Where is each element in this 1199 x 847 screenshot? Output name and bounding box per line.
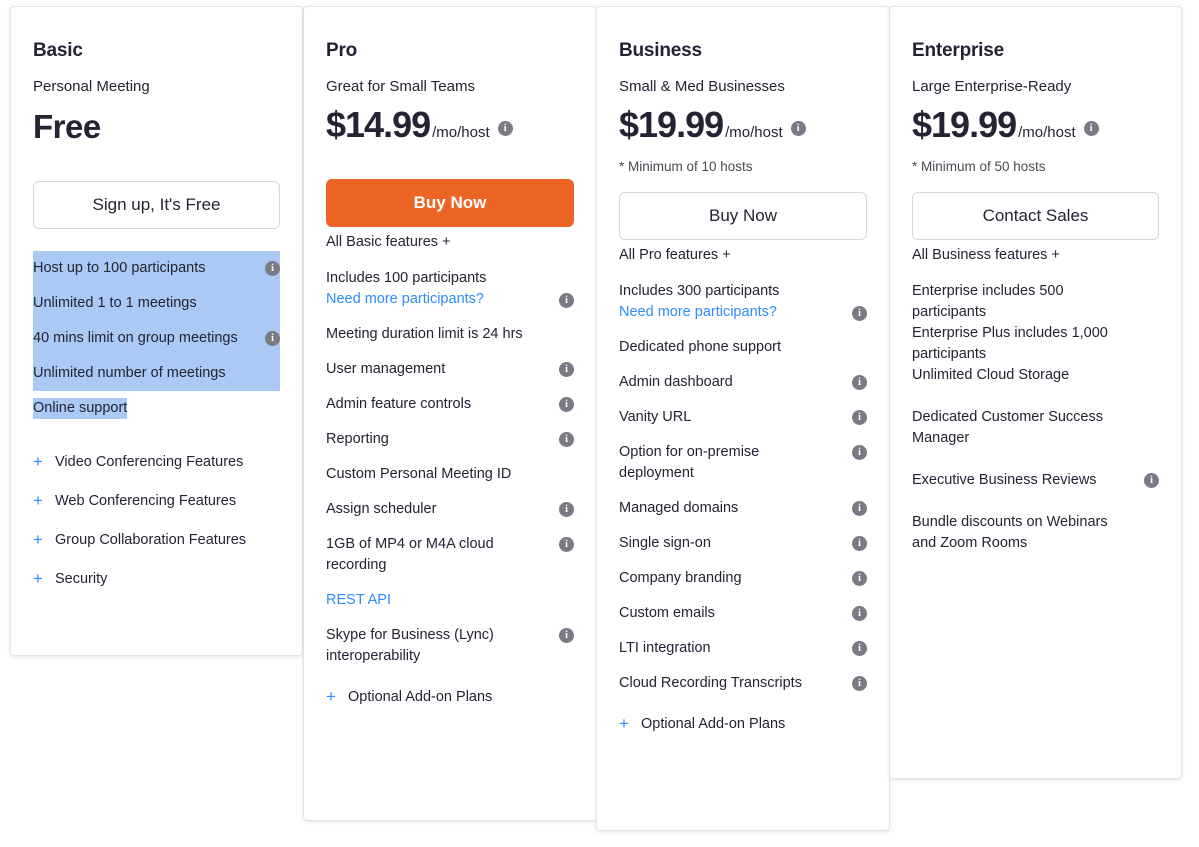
feature-item bbox=[912, 498, 1159, 561]
feature-item bbox=[619, 631, 867, 666]
feature-label bbox=[326, 268, 486, 310]
info-icon[interactable]: i bbox=[559, 502, 574, 517]
feature-item bbox=[619, 435, 867, 491]
plus-icon: + bbox=[619, 714, 629, 734]
info-icon[interactable]: i bbox=[852, 536, 867, 551]
feature-text: Includes 100 participants bbox=[326, 270, 487, 286]
feature-item bbox=[33, 321, 280, 356]
feature-label bbox=[619, 281, 779, 323]
plan-name: Business bbox=[619, 40, 702, 61]
feature-item bbox=[326, 422, 574, 457]
feature-label: Host up to 100 participants bbox=[33, 260, 206, 277]
feature-label: Cloud Recording Transcripts bbox=[619, 675, 802, 692]
expander-security[interactable] bbox=[33, 559, 280, 598]
feature-label: Admin dashboard bbox=[619, 374, 733, 391]
plan-card-business bbox=[596, 6, 890, 831]
feature-item bbox=[619, 666, 867, 701]
feature-label: Online support bbox=[33, 398, 127, 419]
feature-item bbox=[619, 491, 867, 526]
plan-card-basic bbox=[10, 6, 303, 656]
price-row bbox=[326, 105, 574, 149]
feature-group-label: All Pro features + bbox=[619, 247, 731, 263]
feature-label: Skype for Business (Lync) interoperability bbox=[326, 627, 494, 665]
plus-icon: + bbox=[33, 491, 43, 511]
plus-icon: + bbox=[33, 452, 43, 472]
info-icon[interactable]: i bbox=[498, 121, 513, 136]
feature-item bbox=[326, 527, 574, 583]
feature-list bbox=[33, 251, 280, 426]
addon-label: Optional Add-on Plans bbox=[348, 688, 493, 705]
feature-label: Reporting bbox=[326, 431, 389, 448]
feature-item bbox=[912, 365, 1159, 393]
feature-label: Bundle discounts on Webinars and Zoom Rooms bbox=[912, 514, 1108, 552]
feature-item bbox=[619, 330, 867, 365]
info-icon[interactable]: i bbox=[559, 628, 574, 643]
feature-list bbox=[326, 261, 574, 674]
price-unit: /mo/host bbox=[725, 124, 783, 141]
cta-wrapper bbox=[33, 181, 280, 229]
feature-label: Admin feature controls bbox=[326, 396, 472, 413]
feature-label: Enterprise includes 500 participants bbox=[912, 283, 1064, 321]
feature-text: Includes 300 participants bbox=[619, 283, 780, 299]
expander-group-collaboration-features[interactable] bbox=[33, 520, 280, 559]
cta-wrapper bbox=[326, 179, 574, 227]
buy-now-button[interactable]: Buy Now bbox=[326, 179, 574, 227]
expander-label: Web Conferencing Features bbox=[55, 492, 237, 509]
info-icon[interactable]: i bbox=[852, 445, 867, 460]
feature-label: Vanity URL bbox=[619, 409, 692, 426]
feature-label: Dedicated phone support bbox=[619, 339, 782, 356]
info-icon[interactable]: i bbox=[852, 641, 867, 656]
feature-item bbox=[912, 456, 1159, 498]
info-icon[interactable]: i bbox=[265, 261, 280, 276]
info-icon[interactable]: i bbox=[852, 375, 867, 390]
feature-label: LTI integration bbox=[619, 640, 711, 657]
feature-item bbox=[619, 365, 867, 400]
feature-group-label: All Basic features + bbox=[326, 234, 451, 250]
feature-label: Unlimited number of meetings bbox=[33, 365, 226, 382]
plus-icon: + bbox=[326, 687, 336, 707]
buy-now-button[interactable]: Buy Now bbox=[619, 192, 867, 240]
rest-api-link[interactable]: REST API bbox=[326, 592, 392, 609]
feature-label: Managed domains bbox=[619, 500, 739, 517]
info-icon[interactable]: i bbox=[852, 501, 867, 516]
info-icon[interactable]: i bbox=[1144, 473, 1159, 488]
info-icon[interactable]: i bbox=[559, 537, 574, 552]
info-icon[interactable]: i bbox=[559, 432, 574, 447]
expander-video-conferencing-features[interactable] bbox=[33, 442, 280, 481]
addon-label: Optional Add-on Plans bbox=[641, 715, 786, 732]
plan-price: Free bbox=[33, 108, 101, 145]
info-icon[interactable]: i bbox=[852, 606, 867, 621]
info-icon[interactable]: i bbox=[559, 397, 574, 412]
price-unit: /mo/host bbox=[1018, 124, 1076, 141]
feature-item bbox=[326, 261, 574, 317]
expander-label: Security bbox=[55, 570, 108, 587]
feature-item bbox=[326, 583, 574, 618]
feature-label: Meeting duration limit is 24 hrs bbox=[326, 326, 523, 343]
info-icon[interactable]: i bbox=[791, 121, 806, 136]
feature-item bbox=[326, 352, 574, 387]
feature-item bbox=[33, 356, 280, 391]
plan-tagline: Personal Meeting bbox=[33, 78, 150, 95]
info-icon[interactable]: i bbox=[559, 362, 574, 377]
price-row bbox=[912, 105, 1159, 149]
price-row bbox=[619, 105, 867, 149]
feature-item bbox=[326, 492, 574, 527]
addon-expander[interactable] bbox=[326, 688, 574, 705]
feature-label: Enterprise Plus includes 1,000 participants bbox=[912, 325, 1108, 363]
expander-label: Video Conferencing Features bbox=[55, 453, 244, 470]
feature-item bbox=[619, 596, 867, 631]
plan-name: Pro bbox=[326, 40, 358, 61]
feature-list bbox=[619, 274, 867, 701]
plan-name: Enterprise bbox=[912, 40, 1004, 61]
feature-item bbox=[912, 274, 1159, 323]
feature-item bbox=[326, 317, 574, 352]
info-icon[interactable]: i bbox=[265, 331, 280, 346]
need-more-participants-link[interactable]: Need more participants? bbox=[619, 304, 777, 321]
feature-label: Company branding bbox=[619, 570, 742, 587]
plan-card-pro bbox=[303, 6, 597, 821]
contact-sales-button[interactable]: Contact Sales bbox=[912, 192, 1159, 240]
feature-item bbox=[619, 274, 867, 330]
feature-label: Dedicated Customer Success Manager bbox=[912, 409, 1103, 447]
plan-tagline: Large Enterprise-Ready bbox=[912, 78, 1072, 95]
feature-label: Custom Personal Meeting ID bbox=[326, 466, 512, 483]
expandable-sections bbox=[33, 442, 280, 598]
plan-card-enterprise bbox=[889, 6, 1182, 779]
feature-list bbox=[912, 274, 1159, 561]
feature-label: Unlimited Cloud Storage bbox=[912, 367, 1070, 384]
feature-item bbox=[326, 387, 574, 422]
plus-icon: + bbox=[33, 569, 43, 589]
plan-name: Basic bbox=[33, 40, 83, 61]
minimum-hosts-note: * Minimum of 10 hosts bbox=[619, 159, 753, 174]
plus-icon: + bbox=[33, 530, 43, 550]
plan-price: $19.99 bbox=[912, 104, 1017, 145]
plan-price: $19.99 bbox=[619, 104, 724, 145]
minimum-hosts-note: * Minimum of 50 hosts bbox=[912, 159, 1046, 174]
cta-wrapper bbox=[619, 192, 867, 240]
cta-wrapper bbox=[912, 192, 1159, 240]
info-icon[interactable]: i bbox=[852, 410, 867, 425]
feature-item bbox=[33, 391, 280, 426]
feature-item bbox=[912, 323, 1159, 365]
plan-price: $14.99 bbox=[326, 104, 431, 145]
feature-item bbox=[326, 457, 574, 492]
feature-label: Option for on-premise deployment bbox=[619, 444, 760, 482]
addon-expander[interactable] bbox=[619, 715, 867, 732]
feature-item bbox=[33, 251, 280, 286]
feature-label: Single sign-on bbox=[619, 535, 711, 552]
info-icon[interactable]: i bbox=[559, 293, 574, 308]
feature-label: Assign scheduler bbox=[326, 501, 437, 518]
plan-tagline: Small & Med Businesses bbox=[619, 78, 785, 95]
need-more-participants-link[interactable]: Need more participants? bbox=[326, 291, 484, 308]
info-icon[interactable]: i bbox=[852, 306, 867, 321]
expander-web-conferencing-features[interactable] bbox=[33, 481, 280, 520]
price-unit: /mo/host bbox=[432, 124, 490, 141]
info-icon[interactable]: i bbox=[1084, 121, 1099, 136]
info-icon[interactable]: i bbox=[852, 676, 867, 691]
feature-label: Executive Business Reviews bbox=[912, 472, 1097, 489]
feature-label: 1GB of MP4 or M4A cloud recording bbox=[326, 536, 494, 574]
feature-item bbox=[912, 393, 1159, 456]
feature-item bbox=[326, 618, 574, 674]
feature-label: User management bbox=[326, 361, 446, 378]
feature-label: Custom emails bbox=[619, 605, 715, 622]
feature-group-label: All Business features + bbox=[912, 247, 1060, 263]
feature-item bbox=[619, 561, 867, 596]
feature-item bbox=[619, 526, 867, 561]
feature-item bbox=[619, 400, 867, 435]
info-icon[interactable]: i bbox=[852, 571, 867, 586]
signup-free-button[interactable]: Sign up, It's Free bbox=[33, 181, 280, 229]
plan-tagline: Great for Small Teams bbox=[326, 78, 475, 95]
feature-label: Unlimited 1 to 1 meetings bbox=[33, 295, 197, 312]
feature-item bbox=[33, 286, 280, 321]
expander-label: Group Collaboration Features bbox=[55, 531, 247, 548]
feature-label: 40 mins limit on group meetings bbox=[33, 330, 238, 347]
